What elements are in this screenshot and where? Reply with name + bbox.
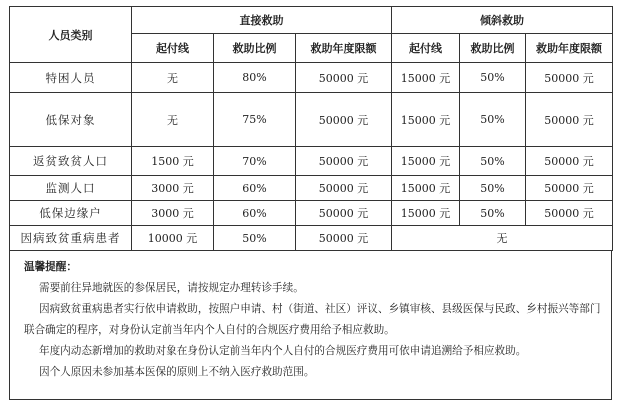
cell-direct-limit: 50000 元 — [296, 176, 392, 201]
cell-direct-limit: 50000 元 — [296, 226, 392, 251]
subheader-direct-threshold: 起付线 — [132, 34, 214, 63]
cell-direct-threshold: 无 — [132, 63, 214, 93]
cell-direct-threshold: 3000 元 — [132, 176, 214, 201]
cell-tilt-threshold: 15000 元 — [392, 93, 460, 147]
note-item: 因个人原因未参加基本医保的原则上不纳入医疗救助范围。 — [39, 366, 315, 378]
cell-tilt-threshold: 15000 元 — [392, 201, 460, 226]
table-row — [10, 63, 613, 93]
cell-direct-limit: 50000 元 — [296, 93, 392, 147]
cell-direct-limit: 50000 元 — [296, 201, 392, 226]
cell-direct-ratio: 75% — [214, 93, 296, 147]
cell-tilt-threshold: 15000 元 — [392, 147, 460, 176]
cell-direct-threshold: 无 — [132, 93, 214, 147]
table-row — [10, 226, 613, 251]
subheader-direct-limit: 救助年度限额 — [296, 34, 392, 63]
note-item: 需要前往异地就医的参保居民，请按规定办理转诊手续。 — [39, 282, 304, 294]
cell-tilt-ratio: 50% — [460, 93, 526, 147]
cell-direct-ratio: 60% — [214, 176, 296, 201]
notes-title: 温馨提醒： — [24, 261, 77, 273]
cell-tilt-none: 无 — [392, 226, 613, 251]
reminder-notes — [9, 251, 612, 400]
medical-aid-document — [9, 6, 612, 404]
subheader-direct-ratio: 救助比例 — [214, 34, 296, 63]
row-category: 监测人口 — [10, 176, 132, 201]
table-row — [10, 147, 613, 176]
table-row — [10, 176, 613, 201]
cell-direct-ratio: 70% — [214, 147, 296, 176]
cell-direct-threshold: 3000 元 — [132, 201, 214, 226]
subheader-tilt-ratio: 救助比例 — [460, 34, 526, 63]
row-category: 返贫致贫人口 — [10, 147, 132, 176]
row-category: 低保对象 — [10, 93, 132, 147]
subheader-tilt-limit: 救助年度限额 — [526, 34, 613, 63]
cell-tilt-threshold: 15000 元 — [392, 176, 460, 201]
cell-direct-ratio: 60% — [214, 201, 296, 226]
row-category: 特困人员 — [10, 63, 132, 93]
cell-direct-ratio: 50% — [214, 226, 296, 251]
cell-tilt-threshold: 15000 元 — [392, 63, 460, 93]
table-row — [10, 93, 613, 147]
cell-tilt-ratio: 50% — [460, 201, 526, 226]
subheader-tilt-threshold: 起付线 — [392, 34, 460, 63]
cell-direct-limit: 50000 元 — [296, 147, 392, 176]
header-direct-aid: 直接救助 — [132, 7, 392, 34]
row-category: 低保边缘户 — [10, 201, 132, 226]
cell-tilt-limit: 50000 元 — [526, 63, 613, 93]
cell-tilt-limit: 50000 元 — [526, 201, 613, 226]
note-item: 年度内动态新增加的救助对象在身份认定前当年内个人自付的合规医疗费用可依申请追溯给予相应救助。 — [39, 345, 527, 357]
table-row — [10, 201, 613, 226]
header-category: 人员类别 — [10, 7, 132, 63]
cell-direct-threshold: 1500 元 — [132, 147, 214, 176]
cell-direct-threshold: 10000 元 — [132, 226, 214, 251]
row-category: 因病致贫重病患者 — [10, 226, 132, 251]
cell-direct-ratio: 80% — [214, 63, 296, 93]
cell-tilt-ratio: 50% — [460, 147, 526, 176]
cell-tilt-ratio: 50% — [460, 63, 526, 93]
cell-direct-limit: 50000 元 — [296, 63, 392, 93]
cell-tilt-limit: 50000 元 — [526, 147, 613, 176]
cell-tilt-ratio: 50% — [460, 176, 526, 201]
aid-standards-table — [9, 6, 613, 251]
cell-tilt-limit: 50000 元 — [526, 176, 613, 201]
note-item: 因病致贫重病患者实行依申请救助，按照户申请、村（街道、社区）评议、乡镇审核、县级医保与民政、乡村振兴等部门联合确定的程序，对身份认定前当年内个人自付的合规医疗费用给予相应救助。 — [24, 303, 601, 336]
cell-tilt-limit: 50000 元 — [526, 93, 613, 147]
header-tilt-aid: 倾斜救助 — [392, 7, 613, 34]
